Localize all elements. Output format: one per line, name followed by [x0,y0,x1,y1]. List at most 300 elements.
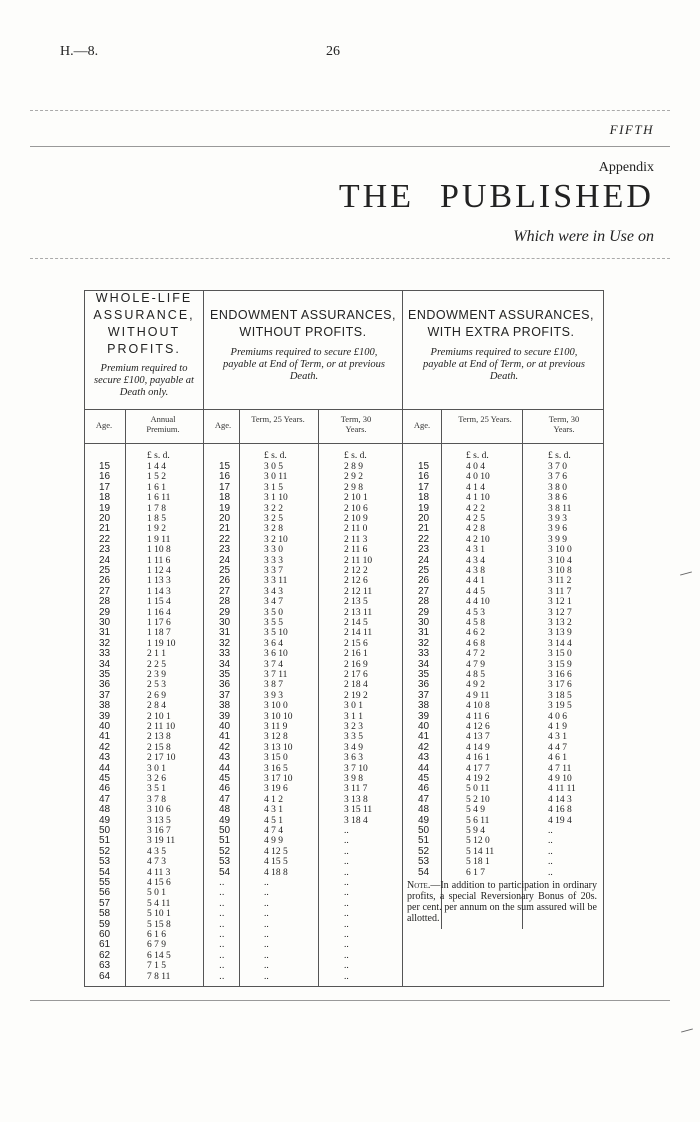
age-cell: 38 [418,700,430,712]
term25-cell: 4 9 9 [264,836,283,847]
term25-cell: 5 6 11 [466,815,490,826]
premium-cell: 3 2 6 [147,774,166,784]
page-number: 26 [326,44,340,59]
age-cell: 18 [418,492,430,504]
term25-cell: 4 7 4 [264,826,283,836]
term25-cell: 3 2 2 [264,503,283,514]
term25-cell: 4 14 9 [466,742,490,753]
col-term25-endowment: Term, 25 Years. [251,414,305,424]
premium-cell: 1 16 4 [147,607,171,618]
page-title [339,178,654,216]
term25-cell: 4 6 8 [466,638,485,649]
premium-cell: 1 13 3 [147,576,171,587]
age-cell: 41 [418,731,430,743]
column-divider [239,409,240,986]
term25-cell: 3 1 5 [264,482,283,493]
premium-cell: 1 9 2 [147,524,166,535]
age-cell: 54 [99,866,111,878]
term25-cell: 3 7 4 [264,659,283,670]
top-divider [30,110,670,111]
age-cell: .. [219,970,225,982]
premium-cell: 4 3 5 [147,846,166,857]
title-word-the: THE [338,178,414,215]
age-cell: 30 [219,617,231,628]
term25-cell: 4 3 4 [466,555,485,566]
age-cell: 36 [418,679,430,691]
age-cell: 55 [99,877,111,888]
term30-cell: 3 12 1 [548,597,572,608]
age-cell: 16 [99,471,111,483]
age-cell: 62 [99,949,111,961]
age-cell: 53 [99,856,111,868]
term30-cell: 3 13 8 [344,794,368,805]
term30-cell: 4 0 6 [548,711,567,722]
term25-cell: 4 12 6 [466,722,490,732]
age-cell: 54 [219,866,231,878]
age-cell: 25 [418,565,430,576]
age-cell: 47 [418,793,430,805]
age-cell: 17 [418,481,430,493]
fifth-heading: FIFTH [609,122,654,137]
col-term30-endowment: Term, 30 Years. [340,414,372,434]
premium-cell: 2 15 8 [147,742,171,753]
term25-cell: 3 8 7 [264,680,283,691]
term30-cell: 2 15 6 [344,638,368,649]
term25-cell: 4 12 5 [264,846,288,857]
age-cell: 50 [418,825,430,836]
age-cell: 28 [418,596,430,608]
premium-cell: 2 17 10 [147,753,176,764]
term30-cell: 4 14 3 [548,794,572,805]
term30-cell: 3 7 0 [548,462,567,472]
term25-cell: 3 10 0 [264,701,288,712]
age-cell: 17 [99,481,111,493]
term25-cell: 4 1 4 [466,482,485,493]
term30-cell: 3 15 0 [548,649,572,660]
term25-cell: .. [264,878,269,888]
column-divider [522,409,523,929]
premium-cell: 7 1 5 [147,961,166,972]
note-label: Note. [407,880,431,891]
age-cell: 36 [219,679,231,691]
term25-cell: 3 4 7 [264,597,283,608]
term30-cell: 3 13 9 [548,628,572,639]
term30-cell: 4 9 10 [548,774,572,784]
age-cell: 27 [99,585,111,597]
term25-cell: 4 11 6 [466,711,490,722]
term25-cell: 4 15 5 [264,857,288,868]
age-cell: 30 [99,617,111,628]
term30-cell: .. [344,950,349,961]
age-cell: 50 [219,825,231,836]
term30-cell: 3 1 1 [344,711,363,722]
term30-cell: 3 11 7 [548,586,572,597]
age-cell: 35 [418,669,430,680]
age-cell: 58 [99,908,111,920]
age-cell: 42 [99,741,111,753]
term30-cell: .. [548,857,553,868]
premium-cell: 1 12 4 [147,566,171,576]
term25-cell: .. [264,898,269,909]
age-cell: 34 [418,658,430,670]
term30-cell: 2 16 9 [344,659,368,670]
age-cell: 39 [99,710,111,722]
term30-cell: .. [344,867,349,878]
age-cell: .. [219,929,225,940]
term25-cell: 4 1 2 [264,794,283,805]
term30-cell: 3 6 3 [344,753,363,764]
term25-cell: 3 0 5 [264,462,283,472]
premium-cell: 1 4 4 [147,462,166,472]
term25-cell: 3 5 5 [264,618,283,628]
term25-cell: 4 4 5 [466,586,485,597]
term30-cell: 2 19 2 [344,690,368,701]
age-cell: 35 [219,669,231,680]
age-cell: 33 [219,648,231,660]
term25-cell: 3 0 11 [264,472,288,483]
unit-label: £ s. d. [264,451,287,461]
term25-cell: 3 19 6 [264,784,288,795]
term25-cell: 5 12 0 [466,836,490,847]
running-header: H.—8. [60,44,99,59]
term30-cell: 3 10 8 [548,566,572,576]
age-cell: .. [219,897,225,909]
term30-cell: 3 11 7 [344,784,368,795]
term25-cell: 4 18 8 [264,867,288,878]
age-cell: 52 [219,845,231,857]
age-cell: 45 [219,773,231,784]
term25-cell: 3 3 11 [264,576,288,587]
age-cell: 47 [99,793,111,805]
term25-cell: 3 1 10 [264,493,288,504]
premium-cell: 1 17 6 [147,618,171,628]
age-cell: 52 [418,845,430,857]
term30-cell: 3 8 0 [548,482,567,493]
term25-cell: 4 0 4 [466,462,485,472]
term25-cell: 3 3 7 [264,566,283,576]
term25-cell: 3 6 4 [264,638,283,649]
term30-cell: .. [344,940,349,951]
term25-cell: .. [264,961,269,972]
premium-cell: 6 1 6 [147,930,166,940]
term25-cell: 5 9 4 [466,826,485,836]
term25-cell: 3 4 3 [264,586,283,597]
term30-cell: 2 14 5 [344,618,368,628]
term25-cell: .. [264,930,269,940]
term30-cell: 2 14 11 [344,628,373,639]
age-cell: 47 [219,793,231,805]
premium-cell: 3 13 5 [147,815,171,826]
age-cell: .. [219,939,225,951]
term25-cell: 3 2 5 [264,514,283,524]
term25-cell: 4 7 9 [466,659,485,670]
age-cell: 29 [219,606,231,618]
term25-cell: 4 2 5 [466,514,485,524]
age-cell: 37 [418,689,430,701]
age-cell: 36 [99,679,111,691]
age-cell: 53 [219,856,231,868]
age-cell: 18 [219,492,231,504]
age-cell: 22 [219,533,231,545]
term30-cell: 2 13 11 [344,607,373,618]
age-cell: 23 [219,544,231,556]
term30-cell: 2 11 3 [344,534,368,545]
age-cell: 19 [219,502,231,514]
age-cell: 51 [219,835,231,847]
age-cell: 44 [219,762,231,774]
term30-cell: 2 9 2 [344,472,363,483]
age-cell: 27 [219,585,231,597]
term30-cell: 2 12 6 [344,576,368,587]
age-cell: 60 [99,929,111,940]
margin-mark [681,1028,693,1032]
age-cell: 30 [418,617,430,628]
premium-cell: 5 10 1 [147,909,171,920]
term25-cell: 4 2 8 [466,524,485,535]
term30-cell: 2 11 0 [344,524,368,535]
premium-cell: 1 5 2 [147,472,166,483]
section-divider [203,291,204,986]
age-cell: 42 [219,741,231,753]
age-cell: 22 [99,533,111,545]
unit-label: £ s. d. [344,451,367,461]
term25-cell: 4 2 2 [466,503,485,514]
age-cell: 35 [99,669,111,680]
age-cell: 32 [99,637,111,649]
term25-cell: 3 17 10 [264,774,293,784]
term25-cell: 5 0 11 [466,784,490,795]
term30-cell: 2 9 8 [344,482,363,493]
age-cell: 19 [418,502,430,514]
age-cell: 24 [219,554,231,566]
term30-cell: 2 17 6 [344,670,368,680]
premium-cell: 3 10 6 [147,805,171,816]
col-age-extra: Age. [413,420,431,430]
term30-cell: 3 8 6 [548,493,567,504]
col-term25-extra: Term, 25 Years. [458,414,512,424]
title-word-published: PUBLISHED [439,178,654,215]
term30-cell: 3 7 6 [548,472,567,483]
age-cell: 25 [219,565,231,576]
age-cell: 33 [99,648,111,660]
term25-cell: 3 15 0 [264,753,288,764]
age-cell: 48 [418,804,430,816]
age-cell: 23 [418,544,430,556]
age-cell: 15 [99,461,111,472]
term25-cell: .. [264,971,269,982]
age-cell: 43 [418,752,430,764]
endowment-extra-profits-title: ENDOWMENT ASSURANCES, WITH EXTRA PROFITS. [408,308,594,339]
term30-cell: 3 2 3 [344,722,363,732]
endowment-without-profits-title: ENDOWMENT ASSURANCES, WITHOUT PROFITS. [210,308,396,339]
age-cell: 17 [219,481,231,493]
term25-cell: .. [264,940,269,951]
premium-cell: 3 19 11 [147,836,176,847]
unit-label: £ s. d. [466,451,489,461]
premium-cell: 3 5 1 [147,784,166,795]
age-cell: 44 [418,762,430,774]
age-cell: 50 [99,825,111,836]
term30-cell: 3 3 5 [344,732,363,743]
age-cell: 61 [99,939,111,951]
premium-cell: 4 7 3 [147,857,166,868]
age-cell: 46 [99,783,111,795]
term30-cell: 2 13 5 [344,597,368,608]
header-rule [85,409,603,410]
endowment-extra-profits-subtitle: Premiums required to secure £100, payable at End of Term, or at previous Death. [423,347,585,382]
age-cell: 32 [219,637,231,649]
term30-cell: .. [344,919,349,930]
premium-cell: 1 15 4 [147,597,171,608]
term25-cell: 3 11 9 [264,722,288,732]
term30-cell: .. [548,826,553,836]
age-cell: 56 [99,887,111,899]
term25-cell: 4 3 1 [466,545,485,556]
term25-cell: .. [264,950,269,961]
term25-cell: 3 13 10 [264,742,293,753]
note-text: —In addition to participation in ordinary profits, a special Reversionary Bonus of 20s. per cent. per annum on the sum assured will be allotted. [407,880,597,924]
term30-cell: .. [344,878,349,888]
age-cell: 26 [99,575,111,587]
age-cell: 24 [418,554,430,566]
premium-cell: 1 9 11 [147,534,171,545]
age-cell: 22 [418,533,430,545]
age-cell: 21 [99,523,111,535]
term25-cell: 3 12 8 [264,732,288,743]
age-cell: 15 [418,461,430,472]
age-cell: 52 [99,845,111,857]
term25-cell: 3 2 10 [264,534,288,545]
term30-cell: 3 4 9 [344,742,363,753]
premium-cell: 1 19 10 [147,638,176,649]
whole-life-title: WHOLE-LIFE ASSURANCE, WITHOUT PROFITS. [93,291,195,356]
term25-cell: .. [264,888,269,899]
age-cell: .. [219,908,225,920]
term30-cell: 4 11 11 [548,784,576,795]
term30-cell: 3 14 4 [548,638,572,649]
term30-cell: .. [344,857,349,868]
term25-cell: 3 6 10 [264,649,288,660]
banner-divider [30,146,670,147]
term30-cell: 3 9 8 [344,774,363,784]
premium-cell: 1 18 7 [147,628,171,639]
term30-cell: 2 10 6 [344,503,368,514]
term30-cell: 4 6 1 [548,753,567,764]
term30-cell: 3 7 10 [344,763,368,774]
age-cell: 29 [99,606,111,618]
term25-cell: 4 5 1 [264,815,283,826]
term30-cell: 3 9 9 [548,534,567,545]
term30-cell: 3 10 4 [548,555,572,566]
age-cell: 18 [99,492,111,504]
age-cell: 37 [219,689,231,701]
age-cell: 49 [418,814,430,826]
term30-cell: 3 16 6 [548,670,572,680]
term30-cell: 2 8 9 [344,462,363,472]
age-cell: 42 [418,741,430,753]
section-divider [402,291,403,986]
age-cell: 24 [99,554,111,566]
age-cell: 26 [219,575,231,587]
age-cell: 23 [99,544,111,556]
term25-cell: 4 9 2 [466,680,485,691]
premium-cell: 1 7 8 [147,503,166,514]
term25-cell: 3 5 10 [264,628,288,639]
term30-cell: .. [344,826,349,836]
term30-cell: .. [548,867,553,878]
term30-cell: .. [344,971,349,982]
term25-cell: 3 7 11 [264,670,288,680]
margin-mark [680,571,692,575]
term30-cell: .. [344,888,349,899]
term30-cell: 3 15 9 [548,659,572,670]
age-cell: 43 [219,752,231,764]
age-cell: 40 [99,721,111,732]
premium-cell: 4 11 3 [147,867,171,878]
term30-cell: 4 1 9 [548,722,567,732]
age-cell: 63 [99,960,111,972]
bottom-divider [30,1000,670,1001]
term30-cell: 4 16 8 [548,805,572,816]
premium-cell: 2 5 3 [147,680,166,691]
page-subtitle: Which were in Use on [513,228,654,245]
age-cell: 38 [219,700,231,712]
age-cell: 41 [219,731,231,743]
term25-cell: 3 9 3 [264,690,283,701]
term30-cell: 2 16 1 [344,649,368,660]
term25-cell: .. [264,909,269,920]
age-cell: 64 [99,970,111,982]
premium-cell: 3 0 1 [147,763,166,774]
term25-cell: 5 14 11 [466,846,495,857]
col-age-endowment: Age. [214,420,232,430]
age-cell: 49 [99,814,111,826]
term30-cell: 2 10 1 [344,493,368,504]
term30-cell: 3 0 1 [344,701,363,712]
age-cell: .. [219,877,225,888]
age-cell: 44 [99,762,111,774]
col-term30-extra: Term, 30 Years. [548,414,580,434]
term25-cell: 4 19 2 [466,774,490,784]
age-cell: 45 [418,773,430,784]
age-cell: 48 [219,804,231,816]
term25-cell: 4 3 8 [466,566,485,576]
term25-cell: 3 2 8 [264,524,283,535]
note-paragraph [407,880,597,924]
age-cell: 41 [99,731,111,743]
term25-cell: 5 18 1 [466,857,490,868]
age-cell: .. [219,887,225,899]
term30-cell: 2 18 4 [344,680,368,691]
term30-cell: 4 3 1 [548,732,567,743]
premium-cell: 2 10 1 [147,711,171,722]
age-cell: 20 [99,513,111,524]
term30-cell: 3 12 7 [548,607,572,618]
term30-cell: .. [344,961,349,972]
premium-cell: 1 6 1 [147,482,166,493]
age-cell: 16 [418,471,430,483]
col-annual-premium: Annual Premium. [146,414,180,434]
term30-cell: .. [344,898,349,909]
age-cell: 21 [418,523,430,535]
term25-cell: 3 3 0 [264,545,283,556]
premium-cell: 1 10 8 [147,545,171,556]
column-divider [318,409,319,986]
age-cell: 59 [99,918,111,930]
age-cell: 33 [418,648,430,660]
premium-cell: 2 13 8 [147,732,171,743]
term30-cell: 3 18 5 [548,690,572,701]
